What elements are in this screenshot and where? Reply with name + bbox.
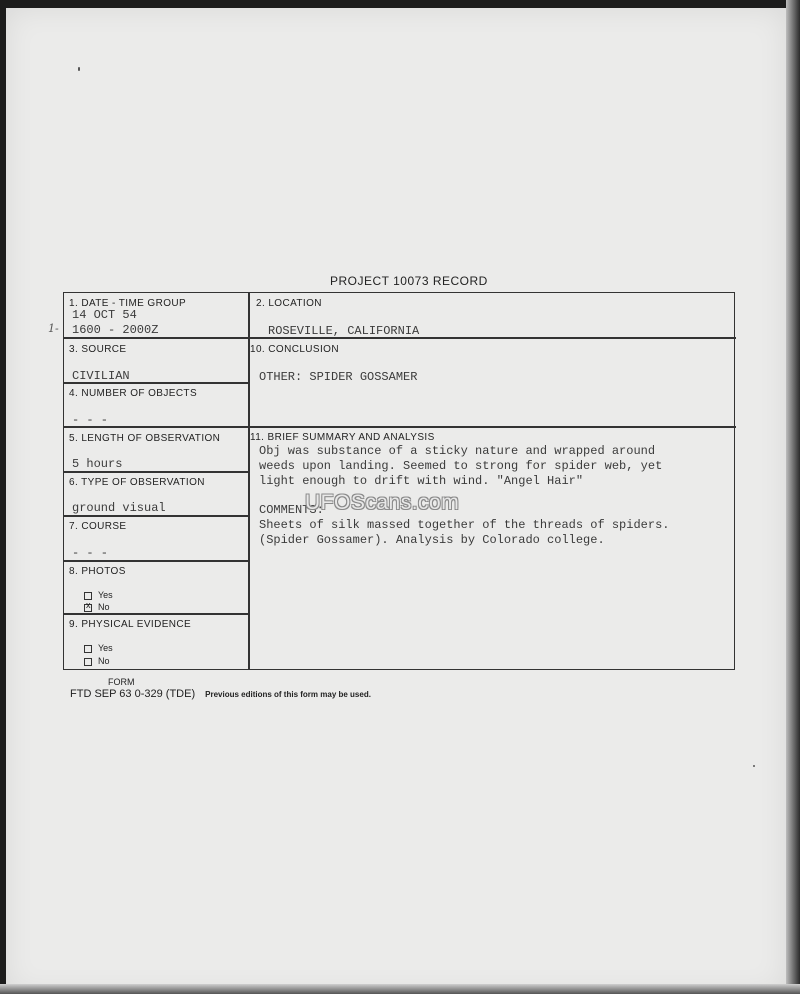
comment-line: (Spider Gossamer). Analysis by Colorado college. xyxy=(259,533,605,547)
number-of-objects-label: 4. NUMBER OF OBJECTS xyxy=(69,388,198,399)
comment-line: Sheets of silk massed together of the threads of spiders. xyxy=(259,518,670,532)
scan-speck xyxy=(78,67,80,71)
length-label: 5. LENGTH OF OBSERVATION xyxy=(69,433,221,444)
form-title: PROJECT 10073 RECORD xyxy=(330,274,488,288)
course-value: - - - xyxy=(72,546,109,560)
footer-form-word: FORM xyxy=(108,677,135,687)
conclusion-value: OTHER: SPIDER GOSSAMER xyxy=(259,370,418,384)
length-value: 5 hours xyxy=(72,457,123,471)
summary-line: light enough to drift with wind. "Angel Hair" xyxy=(259,474,584,488)
scan-edge-bottom xyxy=(0,984,800,994)
course-label: 7. COURSE xyxy=(69,521,127,532)
physical-no-label: No xyxy=(98,656,110,666)
summary-line: Obj was substance of a sticky nature and wrapped around xyxy=(259,444,656,458)
watermark: UFOScans.com xyxy=(305,491,460,514)
row-divider xyxy=(64,515,248,517)
physical-yes-label: Yes xyxy=(98,643,113,653)
checkbox-icon xyxy=(84,645,92,653)
type-label: 6. TYPE OF OBSERVATION xyxy=(69,477,205,488)
photos-label: 8. PHOTOS xyxy=(69,566,126,577)
checkbox-icon xyxy=(84,592,92,600)
type-value: ground visual xyxy=(72,501,166,515)
checkbox-icon xyxy=(84,658,92,666)
physical-evidence-label: 9. PHYSICAL EVIDENCE xyxy=(69,619,192,630)
conclusion-label: 10. CONCLUSION xyxy=(250,344,339,355)
physical-yes-option xyxy=(84,643,113,653)
footer-note: Previous editions of this form may be used. xyxy=(205,690,371,699)
photos-no-label: No xyxy=(98,602,110,612)
record-form xyxy=(63,292,735,670)
physical-no-option xyxy=(84,656,110,666)
photos-yes-label: Yes xyxy=(98,590,113,600)
row-divider xyxy=(64,471,248,473)
photos-yes-option xyxy=(84,590,113,600)
scan-speck xyxy=(753,765,755,767)
date-value: 14 OCT 54 xyxy=(72,308,137,322)
row-divider xyxy=(64,560,248,562)
comments-label: COMMENTS: xyxy=(259,503,324,517)
summary-line: weeds upon landing. Seemed to strong for spider web, yet xyxy=(259,459,663,473)
scan-edge-right xyxy=(786,0,800,994)
form-id: FTD SEP 63 0-329 (TDE) xyxy=(70,688,196,700)
time-value: 1600 - 2000Z xyxy=(72,323,159,337)
checked-checkbox-icon: x xyxy=(86,599,91,610)
number-of-objects-value: - - - xyxy=(72,413,109,427)
date-time-label: 1. DATE - TIME GROUP xyxy=(69,298,187,309)
footer xyxy=(70,688,371,700)
location-label: 2. LOCATION xyxy=(256,298,322,309)
source-label: 3. SOURCE xyxy=(69,344,127,355)
photos-no-option xyxy=(84,599,110,612)
summary-label: 11. BRIEF SUMMARY AND ANALYSIS xyxy=(250,432,435,443)
row-divider xyxy=(64,426,736,428)
source-value: CIVILIAN xyxy=(72,369,130,383)
location-value: ROSEVILLE, CALIFORNIA xyxy=(268,324,420,338)
row-divider xyxy=(64,613,248,615)
margin-note: 1- xyxy=(48,322,59,335)
